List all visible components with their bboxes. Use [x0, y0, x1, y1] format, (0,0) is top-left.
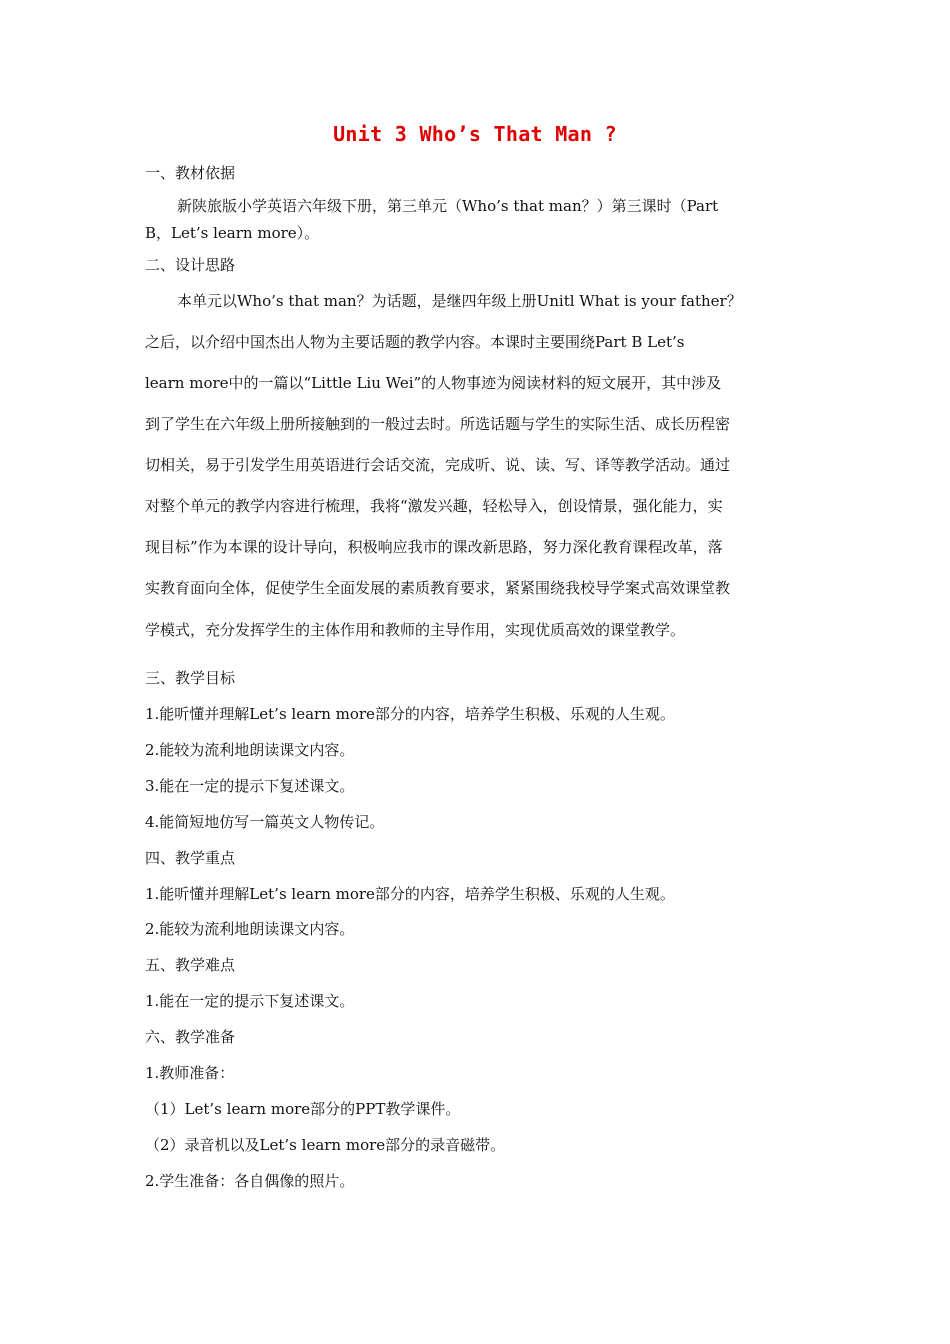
section-heading-goals: 三、教学目标: [145, 669, 236, 687]
section-heading-basis: 一、教材依据: [145, 164, 236, 182]
list-item: 3.能在一定的提示下复述课文。: [145, 777, 355, 795]
paragraph-line: 本单元以Who’s that man？为话题，是继四年级上册Unitl What is your father？: [177, 292, 742, 310]
list-item: 1.教师准备：: [145, 1064, 235, 1082]
list-item: （1）Let’s learn more部分的PPT教学课件。: [145, 1100, 461, 1118]
paragraph-line: 对整个单元的教学内容进行梳理，我将“激发兴趣，轻松导入，创设情景，强化能力，实: [145, 497, 723, 515]
list-item: 4.能简短地仿写一篇英文人物传记。: [145, 813, 385, 831]
section-heading-design: 二、设计思路: [145, 256, 236, 274]
paragraph-line: 现目标”作为本课的设计导向，积极响应我市的课改新思路，努力深化教育课程改革，落: [145, 538, 723, 556]
list-item: （2）录音机以及Let’s learn more部分的录音磁带。: [145, 1136, 506, 1154]
paragraph-line: B，Let’s learn more）。: [145, 224, 320, 242]
paragraph-line: 新陕旅版小学英语六年级下册，第三单元（Who’s that man？）第三课时（Part: [177, 197, 719, 215]
list-item: 1.能在一定的提示下复述课文。: [145, 992, 355, 1010]
paragraph-line: learn more中的一篇以“Little Liu Wei”的人物事迹为阅读材料的短文展开，其中涉及: [145, 374, 722, 392]
section-heading-key-points: 四、教学重点: [145, 849, 236, 867]
list-item: 2.学生准备：各自偶像的照片。: [145, 1172, 355, 1190]
list-item: 2.能较为流利地朗读课文内容。: [145, 741, 355, 759]
list-item: 1.能听懂并理解Let’s learn more部分的内容，培养学生积极、乐观的人生观。: [145, 885, 675, 903]
paragraph-line: 之后，以介绍中国杰出人物为主要话题的教学内容。本课时主要围绕Part B Let’s: [145, 333, 685, 351]
paragraph-line: 实教育面向全体，促使学生全面发展的素质教育要求，紧紧围绕我校导学案式高效课堂教: [145, 579, 731, 597]
document-title: Unit 3 Who’s That Man ?: [333, 122, 617, 146]
paragraph-line: 学模式，充分发挥学生的主体作用和教师的主导作用，实现优质高效的课堂教学。: [145, 621, 686, 639]
list-item: 1.能听懂并理解Let’s learn more部分的内容，培养学生积极、乐观的人生观。: [145, 705, 675, 723]
paragraph-line: 到了学生在六年级上册所接触到的一般过去时。所选话题与学生的实际生活、成长历程密: [145, 415, 731, 433]
section-heading-difficulties: 五、教学难点: [145, 956, 236, 974]
paragraph-line: 切相关，易于引发学生用英语进行会话交流，完成听、说、读、写、译等教学活动。通过: [145, 456, 731, 474]
section-heading-preparation: 六、教学准备: [145, 1028, 236, 1046]
list-item: 2.能较为流利地朗读课文内容。: [145, 920, 355, 938]
